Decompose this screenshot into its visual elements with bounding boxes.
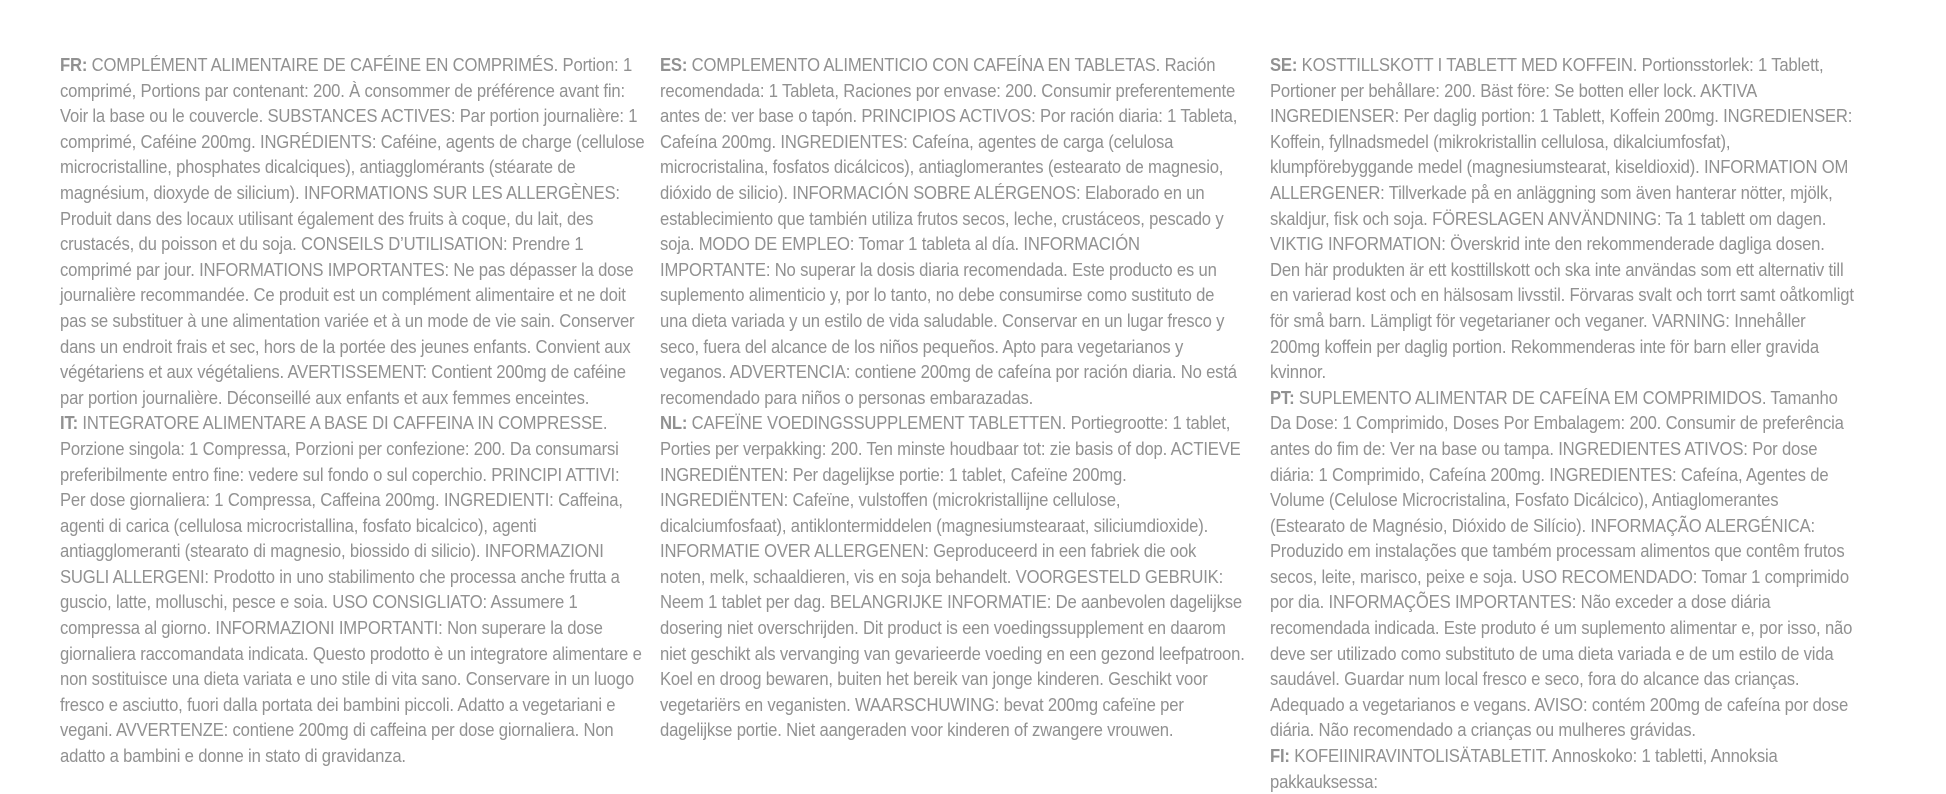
lang-block-fi	[1270, 743, 1855, 794]
lang-block-pt	[1270, 385, 1855, 743]
lang-code-nl: NL:	[660, 412, 688, 434]
lang-block-it	[60, 410, 645, 768]
label-column-2	[660, 52, 1245, 743]
label-column-1	[60, 52, 645, 769]
lang-code-se: SE:	[1270, 54, 1298, 75]
lang-block-nl	[660, 410, 1245, 743]
lang-code-es: ES:	[660, 54, 688, 75]
lang-code-pt: PT:	[1270, 386, 1295, 408]
lang-text-fr: COMPLÉMENT ALIMENTAIRE DE CAFÉINE EN COMPRIMÉS. Portion: 1 comprimé, Portions par contenant: 200. À consommer de préférence avant fin: Voir la base ou le couvercle. SUBSTANCES ACTIVES: Par portion journalière: 1 comprimé, Caféine 200mg. INGRÉDIENTS: Caféine, agents de charge (cellulose microcristalline, phosphates dicalciques), antiagglomérants (stéarate de magnésium, dioxyde de silicium). INFORMATIONS SUR LES ALLERGÈNES: Produit dans des locaux utilisant également des fruits à coque, du lait, des crustacés, du poisson et du soja. CONSEILS D’UTILISATION: Prendre 1 comprimé par jour. INFORMATIONS IMPORTANTES: Ne pas dépasser la dose journalière recommandée. Ce produit est un complément alimentaire et ne doit pas se substituer à une alimentation variée et à un mode de vie sain. Conserver dans un endroit frais et sec, hors de la portée des jeunes enfants. Convient aux végétariens et aux végétaliens. AVERTISSEMENT: Contient 200mg de caféine par portion journalière. Déconseillé aux enfants et aux femmes enceintes.	[60, 54, 645, 408]
lang-text-it: INTEGRATORE ALIMENTARE A BASE DI CAFFEINA IN COMPRESSE. Porzione singola: 1 Compressa, Porzioni per confezione: 200. Da consumarsi preferibilmente entro fine: vedere sul fondo o sul coperchio. PRINCIPI ATTIVI: Per dose giornaliera: 1 Compressa, Caffeina 200mg. INGREDIENTI: Caffeina, agenti di carica (cellulosa microcristallina, fosfato bicalcico), agenti antiagglomeranti (stearato di magnesio, biossido di silicio). INFORMAZIONI SUGLI ALLERGENI: Prodotto in uno stabilimento che processa anche frutta a guscio, latte, molluschi, pesce e soia. USO CONSIGLIATO: Assumere 1 compressa al giorno. INFORMAZIONI IMPORTANTI: Non superare la dose giornaliera raccomandata indicata. Questo prodotto è un integratore alimentare e non sostituisce una dieta variata e uno stile di vita sano. Conservare in un luogo fresco e asciutto, fuori dalla portata dei bambini piccoli. Adatto a vegetariani e vegani. AVVERTENZE: contiene 200mg di caffeina per dose giornaliera. Non adatto a bambini e donne in stato di gravidanza.	[60, 412, 642, 767]
lang-code-it: IT:	[60, 412, 78, 434]
lang-text-fi: KOFEIINIRAVINTOLISÄTABLETIT. Annoskoko: 1 tabletti, Annoksia pakkauksessa:	[1270, 745, 1778, 792]
label-column-3	[1270, 52, 1855, 794]
lang-block-fr	[60, 52, 645, 410]
lang-block-se	[1270, 52, 1855, 385]
lang-block-es	[660, 52, 1245, 410]
lang-code-fr: FR:	[60, 54, 88, 75]
lang-text-pt: SUPLEMENTO ALIMENTAR DE CAFEÍNA EM COMPRIMIDOS. Tamanho Da Dose: 1 Comprimido, Doses Por Embalagem: 200. Consumir de preferência antes do fim de: Ver na base ou tampa. INGREDIENTES ATIVOS: Por dose diária: 1 Comprimido, Cafeína 200mg. INGREDIENTES: Cafeína, Agentes de Volume (Celulose Microcristalina, Fosfato Dicálcico), Antiaglomerantes (Estearato de Magnésio, Dióxido de Silício). INFORMAÇÃO ALERGÉNICA: Produzido em instalações que também processam alimentos que contêm frutos secos, leite, marisco, peixe e soja. USO RECOMENDADO: Tomar 1 comprimido por dia. INFORMAÇÕES IMPORTANTES: Não exceder a dose diária recomendada indicada. Este produto é um suplemento alimentar e, por isso, não deve ser utilizado como substituto de uma dieta variada e de um estilo de vida saudável. Guardar num local fresco e seco, fora do alcance das crianças. Adequado a vegetarianos e vegans. AVISO: contém 200mg de cafeína por dose diária. Não recomendado a crianças ou mulheres grávidas.	[1270, 386, 1853, 741]
lang-text-se: KOSTTILLSKOTT I TABLETT MED KOFFEIN. Portionsstorlek: 1 Tablett, Portioner per behållare: 200. Bäst före: Se botten eller lock. AKTIVA INGREDIENSER: Per daglig portion: 1 Tablett, Koffein 200mg. INGREDIENSER: Koffein, fyllnadsmedel (mikrokristallin cellulosa, dikalciumfosfat), klumpförebyggande medel (magnesiumstearat, kiseldioxid). INFORMATION OM ALLERGENER: Tillverkade på en anläggning som även hanterar nötter, mjölk, skaldjur, fisk och soja. FÖRESLAGEN ANVÄNDNING: Ta 1 tablett om dagen. VIKTIG INFORMATION: Överskrid inte den rekommenderade dagliga dosen. Den här produkten är ett kosttillskott och ska inte användas som ett alternativ till en varierad kost och en hälsosam livsstil. Förvaras svalt och torrt samt oåtkomligt för små barn. Lämpligt för vegetarianer och veganer. VARNING: Innehåller 200mg koffein per daglig portion. Rekommenderas inte för barn eller gravida kvinnor.	[1270, 54, 1854, 383]
lang-text-es: COMPLEMENTO ALIMENTICIO CON CAFEÍNA EN TABLETAS. Ración recomendada: 1 Tableta, Raciones por envase: 200. Consumir preferentemente antes de: ver base o tapón. PRINCIPIOS ACTIVOS: Por ración diaria: 1 Tableta, Cafeína 200mg. INGREDIENTES: Cafeína, agentes de carga (celulosa microcristalina, fosfatos dicálcicos), antiaglomerantes (estearato de magnesio, dióxido de silicio). INFORMACIÓN SOBRE ALÉRGENOS: Elaborado en un establecimiento que también utiliza frutos secos, leche, crustáceos, pescado y soja. MODO DE EMPLEO: Tomar 1 tableta al día. INFORMACIÓN IMPORTANTE: No superar la dosis diaria recomendada. Este producto es un suplemento alimenticio y, por lo tanto, no debe consumirse como sustituto de una dieta variada y un estilo de vida saludable. Conservar en un lugar fresco y seco, fuera del alcance de los niños pequeños. Apto para vegetarianos y veganos. ADVERTENCIA: contiene 200mg de cafeína por ración diaria. No está recomendado para niños o personas embarazadas.	[660, 54, 1238, 408]
lang-text-nl: CAFEÏNE VOEDINGSSUPPLEMENT TABLETTEN. Portiegrootte: 1 tablet, Porties per verpakking: 200. Ten minste houdbaar tot: zie basis of dop. ACTIEVE INGREDIËNTEN: Per dagelijkse portie: 1 tablet, Cafeïne 200mg. INGREDIËNTEN: Cafeïne, vulstoffen (microkristallijne cellulose, dicalciumfosfaat), antiklontermiddelen (magnesiumstearaat, siliciumdioxide). INFORMATIE OVER ALLERGENEN: Geproduceerd in een fabriek die ook noten, melk, schaaldieren, vis en soja behandelt. VOORGESTELD GEBRUIK: Neem 1 tablet per dag. BELANGRIJKE INFORMATIE: De aanbevolen dagelijkse dosering niet overschrijden. Dit product is een voedingssupplement en daarom niet geschikt als vervanging van gevarieerde voeding en een gezond leefpatroon. Koel en droog bewaren, buiten het bereik van jonge kinderen. Geschikt voor vegetariërs en veganisten. WAARSCHUWING: bevat 200mg cafeïne per dagelijkse portie. Niet aangeraden voor kinderen of zwangere vrouwen.	[660, 412, 1245, 741]
lang-code-fi: FI:	[1270, 745, 1290, 767]
